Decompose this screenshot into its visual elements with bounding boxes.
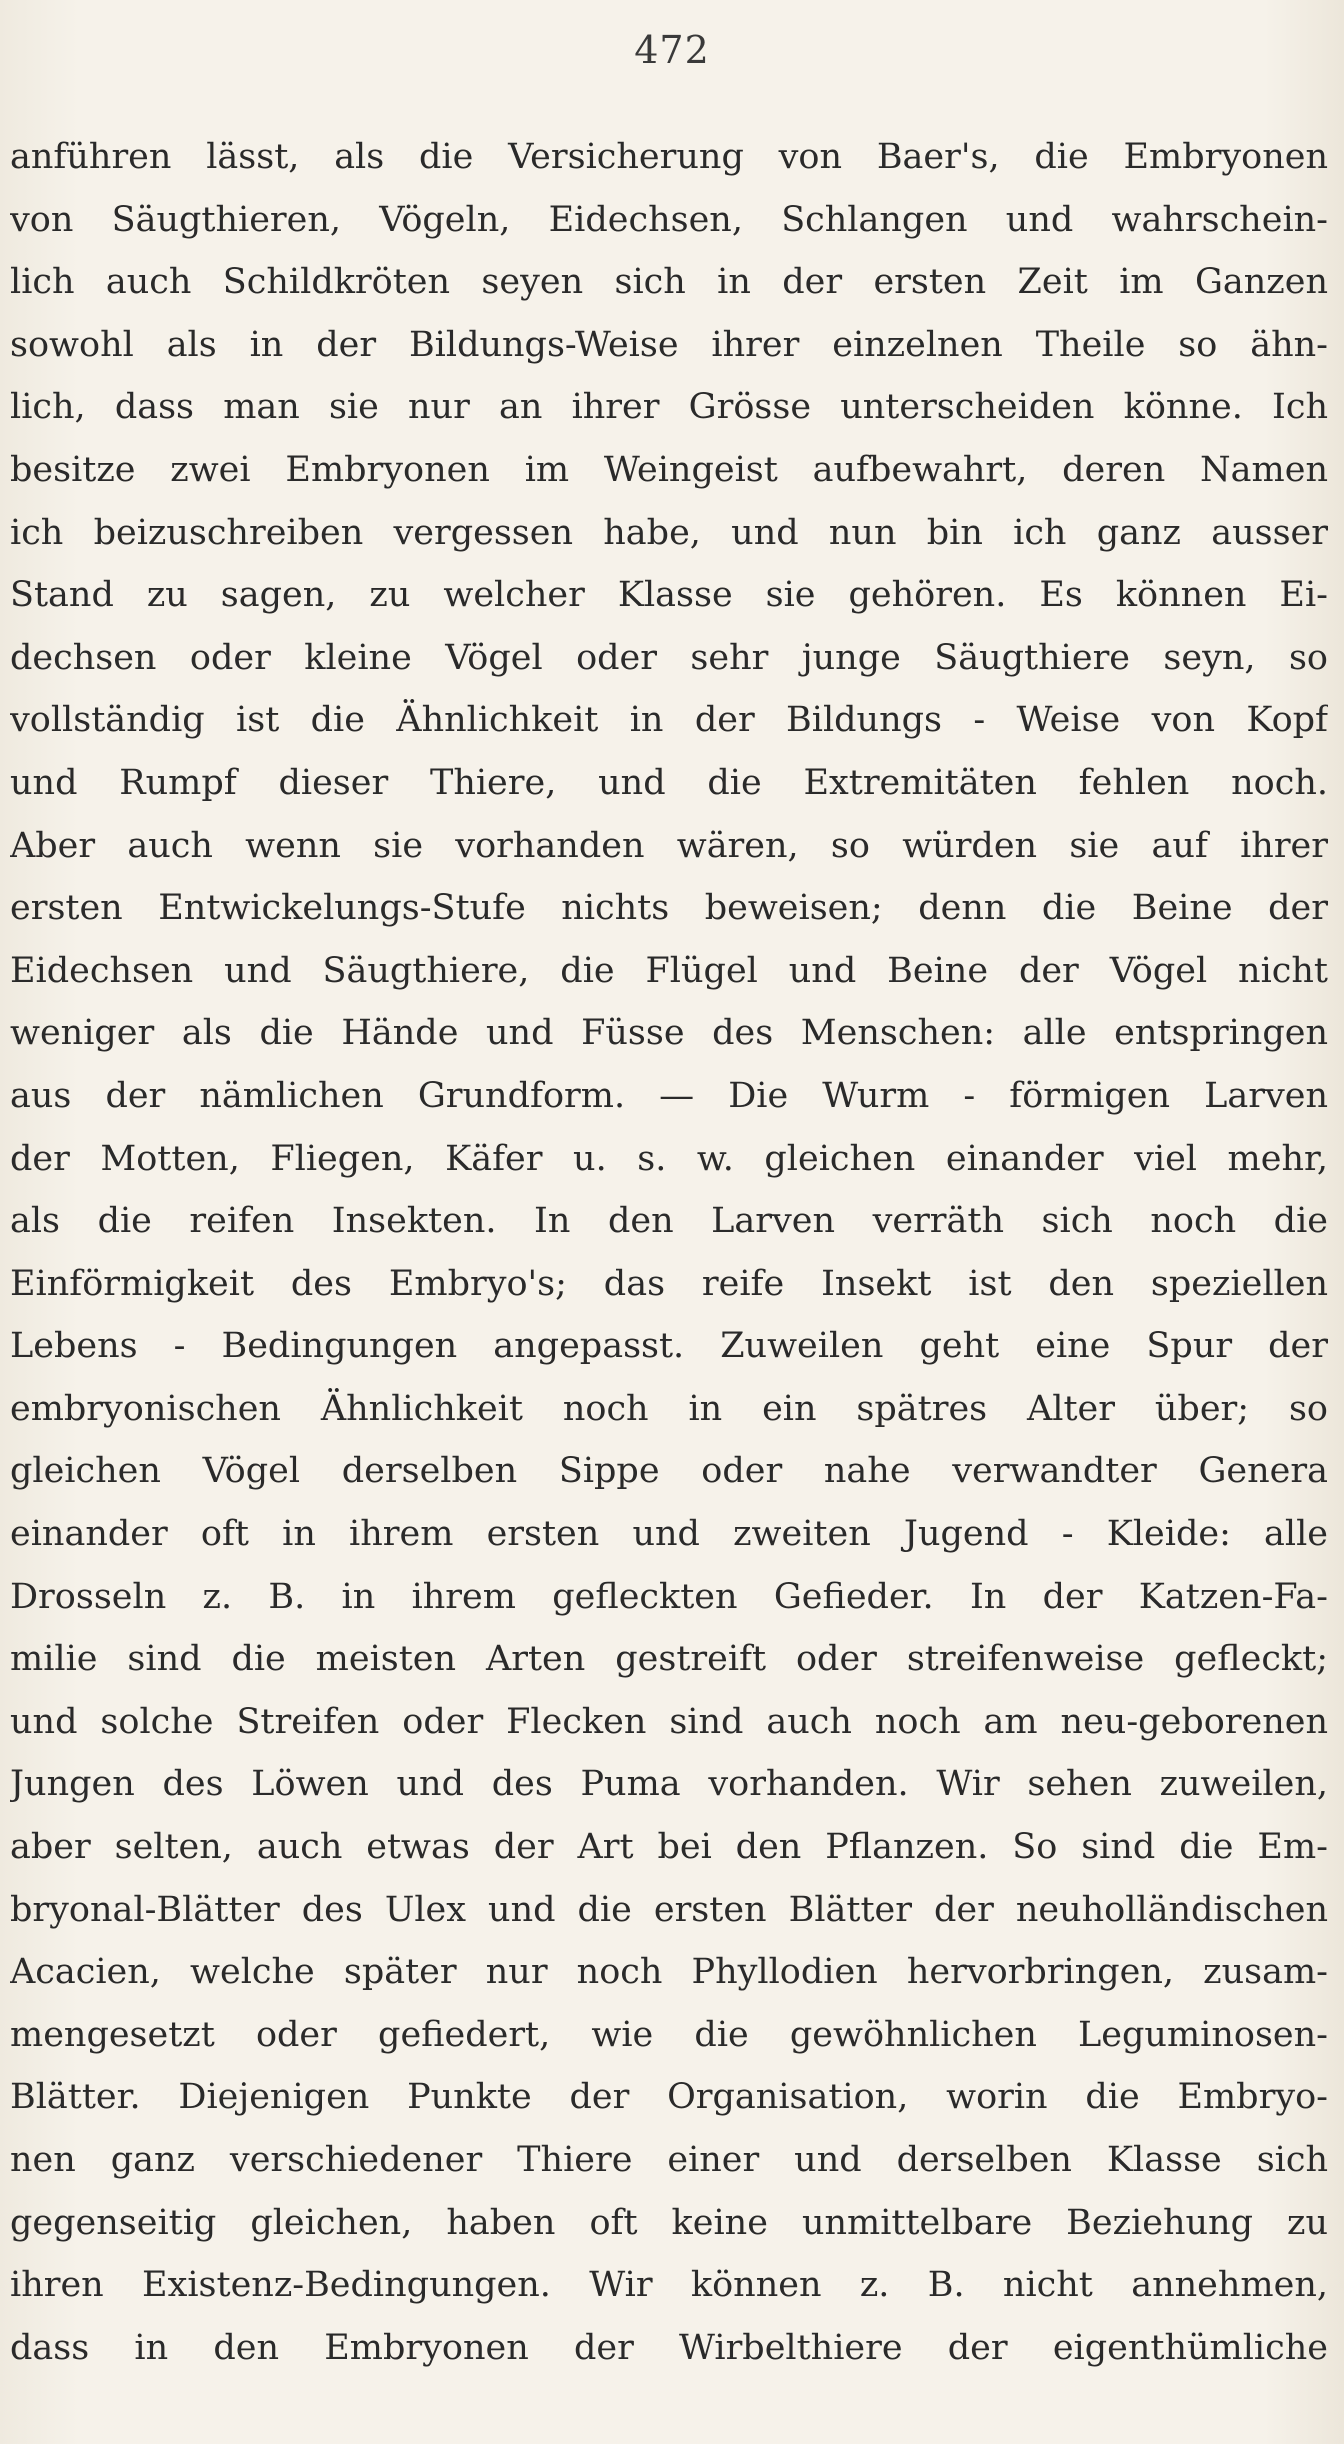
text-line: Acacien, welche später nur noch Phyllodien hervorbringen, zusam- [10,1952,1328,1993]
text-line: dechsen oder kleine Vögel oder sehr junge Säugthiere seyn, so [10,637,1328,678]
text-line: Lebens - Bedingungen angepasst. Zuweilen geht eine Spur der [10,1326,1328,1367]
text-line: gleichen Vögel derselben Sippe oder nahe verwandter Genera [10,1451,1328,1492]
text-line: ich beizuschreiben vergessen habe, und nun bin ich ganz ausser [10,512,1328,553]
text-line: aus der nämlichen Grundform. — Die Wurm - förmigen Larven [10,1075,1328,1116]
text-line: ihren Existenz-Bedingungen. Wir können z. B. nicht annehmen, [10,2265,1328,2306]
text-line: bryonal-Blätter des Ulex und die ersten Blätter der neuholländischen [10,1889,1328,1930]
text-line: einander oft in ihrem ersten und zweiten Jugend - Kleide: alle [10,1514,1328,1555]
text-line: embryonischen Ähnlichkeit noch in ein spätres Alter über; so [10,1388,1328,1429]
text-line: Stand zu sagen, zu welcher Klasse sie gehören. Es können Ei- [10,575,1328,616]
text-line: mengesetzt oder gefiedert, wie die gewöhnlichen Leguminosen- [10,2014,1328,2055]
text-line: lich, dass man sie nur an ihrer Grösse unterscheiden könne. Ich [10,387,1328,428]
text-line: nen ganz verschiedener Thiere einer und derselben Klasse sich [10,2140,1328,2180]
text-line: als die reifen Insekten. In den Larven verräth sich noch die [10,1201,1328,1242]
text-line: Drosseln z. B. in ihrem gefleckten Gefieder. In der Katzen-Fa- [10,1576,1328,1617]
text-line: lich auch Schildkröten seyen sich in der ersten Zeit im Ganzen [10,262,1328,303]
text-line: und Rumpf dieser Thiere, und die Extremitäten fehlen noch. [10,762,1328,803]
text-line: anführen lässt, als die Versicherung von Baer's, die Embryonen [10,137,1328,177]
text-line: Blätter. Diejenigen Punkte der Organisation, worin die Embryo- [10,2077,1328,2118]
text-line: besitze zwei Embryonen im Weingeist aufbewahrt, deren Namen [10,449,1328,490]
text-line: gegenseitig gleichen, haben oft keine unmittelbare Beziehung zu [10,2202,1328,2243]
text-line: dass in den Embryonen der Wirbelthiere der eigenthümliche [10,2327,1328,2368]
text-line: Eidechsen und Säugthiere, die Flügel und Beine der Vögel nicht [10,950,1328,991]
text-line: der Motten, Fliegen, Käfer u. s. w. gleichen einander viel mehr, [10,1138,1328,1179]
body-text [10,126,1328,2379]
text-line: sowohl als in der Bildungs-Weise ihrer einzelnen Theile so ähn- [10,324,1328,365]
text-line: ersten Entwickelungs-Stufe nichts beweisen; denn die Beine der [10,888,1328,929]
text-line: weniger als die Hände und Füsse des Menschen: alle entspringen [10,1013,1328,1054]
text-line: Aber auch wenn sie vorhanden wären, so würden sie auf ihrer [10,825,1328,866]
text-line: milie sind die meisten Arten gestreift oder streifenweise gefleckt; [10,1639,1328,1680]
text-line: von Säugthieren, Vögeln, Eidechsen, Schlangen und wahrschein- [10,199,1328,240]
text-line: und solche Streifen oder Flecken sind auch noch am neu-geborenen [10,1701,1328,1742]
page-number: 472 [634,28,710,72]
text-line: vollständig ist die Ähnlichkeit in der Bildungs - Weise von Kopf [10,700,1328,741]
text-line: Einförmigkeit des Embryo's; das reife Insekt ist den speziellen [10,1263,1328,1304]
text-line: aber selten, auch etwas der Art bei den Pflanzen. So sind die Em- [10,1827,1328,1868]
text-line: Jungen des Löwen und des Puma vorhanden. Wir sehen zuweilen, [10,1764,1328,1805]
